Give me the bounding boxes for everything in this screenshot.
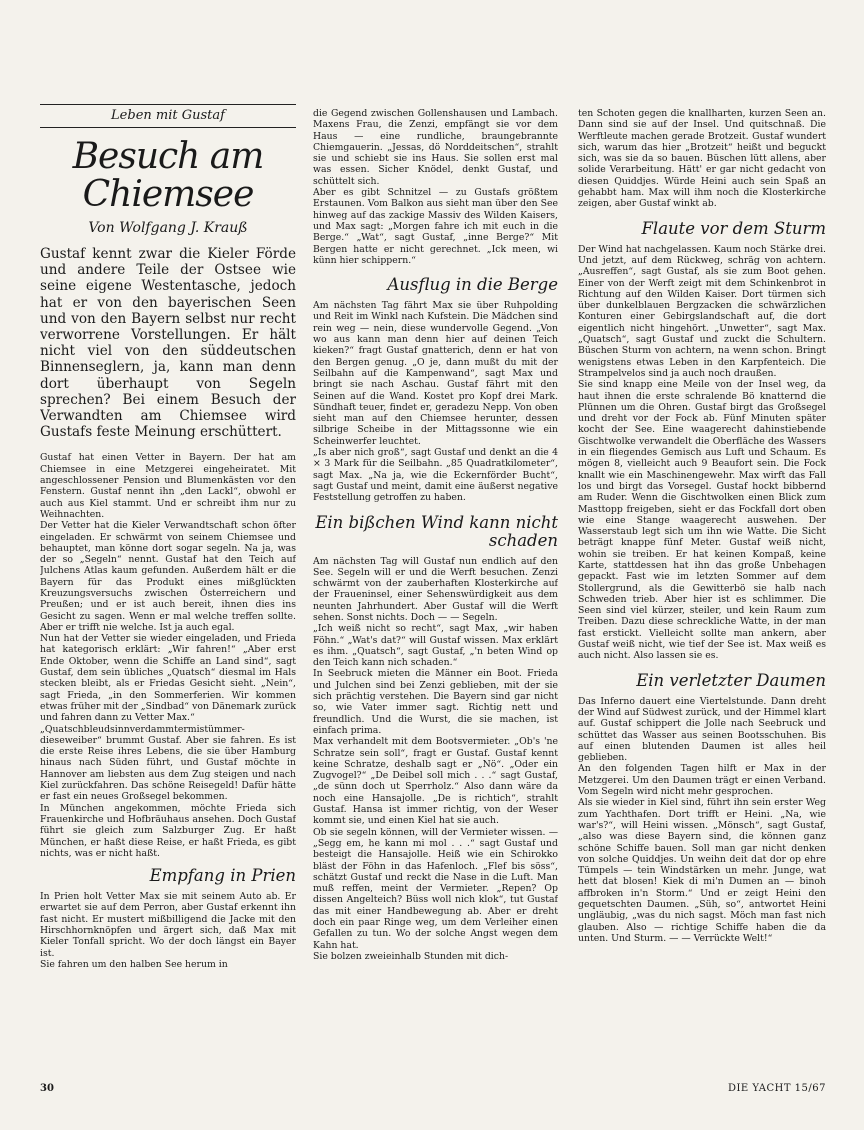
paragraph: „Is aber nich groß“, sagt Gustaf und denkt an die 4 × 3 Mark für die Seilbahn. „85 Quadratkilometer“, sagt Max. „Na ja, wie die Eckernförder Bucht“, sagt Gustaf und meint, damit eine äußerst negative Feststellung getroffen zu haben. [313, 447, 558, 504]
paragraph: Max verhandelt mit dem Bootsvermieter. „Ob's 'ne Schratze sein soll“, fragt er Gustaf. Gustaf kennt keine Schratze, deshalb sagt er „Nö“. „Oder ein Zugvogel?“ „De Deibel soll mich . . .“ sagt Gustaf, „de sünn doch ut Sperrholz.“ Also dann wäre da noch eine Hansajolle. „De is richtich“, strahlt Gustaf. Hansa ist immer richtig, von der Weser kommt sie, und einen Kiel hat sie auch. [313, 736, 558, 827]
page-number: 30 [40, 1083, 54, 1094]
column-3 [578, 108, 826, 944]
paragraph: In Seebruck mieten die Männer ein Boot. Frieda und Julchen sind bei Zenzi geblieben, mit der sie sich prächtig verstehen. Die Bayern sind gar nicht so, wie Vater immer sagt. Richtig nett und freundlich. Und die Wurst, die sie machen, ist einfach prima. [313, 668, 558, 736]
paragraph: Aber es gibt Schnitzel — zu Gustafs größtem Erstaunen. Vom Balkon aus sieht man über den See hinweg auf das zackige Massiv des Wilden Kaisers, und Max sagt: „Morgen fahre ich mit euch in die Berge.“ „Wat“, sagt Gustaf, „inne Berge?“ Mit Bergen hatte er nicht gerechnet. „Ick meen, wi künn hier schippern.“ [313, 187, 558, 266]
paragraph: „Ich weiß nicht so recht“, sagt Max, „wir haben Föhn.“ „Wat's dat?“ will Gustaf wissen. Max erklärt es ihm. „Quatsch“, sagt Gustaf, „'n beten Wind op den Teich kann nich schaden.“ [313, 623, 558, 669]
paragraph: Am nächsten Tag will Gustaf nun endlich auf den See. Segeln will er und die Werft besuchen. Zenzi schwärmt von der zauberhaften Klosterkirche auf der Fraueninsel, einer Sehenswürdigkeit aus dem neunten Jahrhundert. Aber Gustaf will die Werft sehen. Sonst nichts. Doch — — Segeln. [313, 555, 558, 623]
subheading-flaute: Flaute vor dem Sturm [641, 218, 826, 238]
paragraph: Gustaf hat einen Vetter in Bayern. Der hat am Chiemsee in eine Metzgerei eingeheiratet. Mit angeschlossener Pension und Blumenkästen vor den Fenstern. Gustaf nennt ihn „den Lackl“, obwohl er auch aus Kiel stammt. Und er schreibt ihm nur zu Weihnachten. [40, 452, 296, 520]
column-1 [40, 104, 296, 970]
paragraph: In München angekommen, möchte Frieda sich Frauenkirche und Hofbräuhaus ansehen. Doch Gustaf führt sie gleich zum Salzburger Zug. Er haßt München, er haßt diese Reise, er haßt Frieda, es gibt nichts, was er nicht haßt. [40, 802, 296, 859]
subheading-daumen: Ein verletzter Daumen [636, 670, 826, 690]
paragraph: Das Inferno dauert eine Viertelstunde. Dann dreht der Wind auf Südwest zurück, und der Himmel klart auf. Gustaf schippert die Jolle nach Seebruck und schüttet das Wasser aus seinen Bootsschuhen. Bis auf einen blutenden Daumen ist alles heil geblieben. [578, 695, 826, 764]
paragraph: Sie sind knapp eine Meile von der Insel weg, da haut ihnen die erste schralende Bö knatternd die Plünnen um die Ohren. Gustaf birgt das Großsegel und dreht vor der Fock ab. Fünf Minuten später kocht der See. Eine waagerecht dahinstiebende Gischtwolke verwandelt die Oberfläche des Wassers in ein fliegendes Gemisch aus Luft und Schaum. Es mögen 8, vielleicht auch 9 Beaufort sein. Die Fock knallt wie ein Maschinengewehr. Max wirft das Fall los und birgt das Vorsegel. Gustaf hockt bibbernd am Ruder. Wenn die Gischtwolken einen Blick zum Masttopp freigeben, sieht er das Fockfall dort oben wie eine Stange waagerecht auswehen. Der Wasserstaub legt sich um ihn wie Watte. Die Sicht beträgt knappe fünf Meter. Gustaf weiß nicht, wohin sie treiben. Er hat keinen Kompaß, keine Karte, stattdessen hat ihn das große Unbehagen gepackt. Fast wie im letzten Sommer auf dem Stollergrund, als die Gewitterbö sie halb nach Schweden trieb. Aber hier ist es schlimmer. Die Seen sind viel kürzer, steiler, und kein Raum zum Treiben. Dazu diese schreckliche Watte, in der man fast erstickt. Vielleicht sollte man ankern, aber Gustaf weiß nicht, wie tief der See ist. Max weiß es auch nicht. Also lassen sie es. [578, 379, 826, 662]
paragraph: Am nächsten Tag fährt Max sie über Ruhpolding und Reit im Winkl nach Kufstein. Die Mädchen sind rein weg — nein, diese wundervolle Gegend. „Von wo aus kann man denn hier auf deinen Teich kieken?“ fragt Gustaf gnatterich, denn er hat von den Bergen genug. „O je, dann mußt du mit der Seilbahn auf die Kampenwand“, sagt Max und bringt sie nach Aschau. Gustaf fährt mit den Seinen auf die Wand. Kostet pro Kopf drei Mark. Sündhaft teuer, findet er, geradezu Nepp. Von oben sieht man auf den Chiemsee herunter, dessen silbrige Scheibe in der Mittagssonne wie ein Scheinwerfer leuchtet. [313, 300, 558, 447]
subheading-wind: Ein bißchen Wind kann nicht schaden [315, 512, 558, 550]
article-title: Besuch am Chiemsee [72, 136, 264, 215]
paragraph: ten Schoten gegen die knallharten, kurzen Seen an. Dann sind sie auf der Insel. Und quitschnaß. Die Werftleute machen gerade Brotzeit. Gustaf wundert sich, warum das hier „Brotzeit“ heißt und beguckt sich, was sie da so bauen. Büschen lütt allens, aber solide Verarbeitung. Hätt' er gar nicht gedacht von diesen Quiddjes. Würde Heini auch sein Spaß an gehabbt ham. Max will ihm noch die Klosterkirche zeigen, aber Gustaf winkt ab. [578, 108, 826, 210]
paragraph: Der Wind hat nachgelassen. Kaum noch Stärke drei. Und jetzt, auf dem Rückweg, schräg von achtern. „Ausreffen“, sagt Gustaf, als sie zum Boot gehen. Einer von der Werft zeigt mit dem Schinkenbrot in Richtung auf den Wilden Kaiser. Dort türmen sich über dunkelblauen Bergzacken die schwärzlichen Konturen einer Gebirgslandschaft auf, die dort eigentlich nicht hingehört. „Unwetter“, sagt Max. „Quatsch“, sagt Gustaf und zuckt die Schultern. Büschen Sturm von achtern, na wenn schon. Bringt wenigstens etwas Leben in den Karpfenteich. Die Strampelvelos sind ja auch noch draußen. [578, 243, 826, 379]
paragraph: Als sie wieder in Kiel sind, führt ihn sein erster Weg zum Yachthafen. Dort trifft er Heini. „Na, wie war's?“, will Heini wissen. „Mönsch“, sagt Gustaf, „also was diese Bayern sind, die können ganz schöne Schiffe bauen. Soll man gar nicht denken von solche Quiddjes. Un weihn deit dat dor op ehre Tümpels — tein Windstärken un mehr. Junge, wat hett dat blosen! Kiek di mi'n Dumen an — binoh affbroken in'n Storm.“ Und er zeigt Heini den gequetschten Daumen. „Süh, so“, antwortet Heini ungläubig, „was du nich sagst. Möch man fast nich glauben. Also — richtige Schiffe haben die da unten. Und Sturm. — — Verrückte Welt!“ [578, 797, 826, 944]
subheading-empfang: Empfang in Prien [149, 866, 296, 886]
paragraph: Nun hat der Vetter sie wieder eingeladen, und Frieda hat kategorisch erklärt: „Wir fahren!“ „Aber erst Ende Oktober, wenn die Schiffe an Land sind“, sagt Gustaf, dem sein übliches „Quatsch“ diesmal im Hals stecken bleibt, als er Friedas Gesicht sieht. „Nein“, sagt Frieda, „in den Sommerferien. Wir kommen etwas früher mit der „Sindbad“ von Dänemark zurück und fahren dann zu Vetter Max.“ [40, 633, 296, 724]
paragraph: Ob sie segeln können, will der Vermieter wissen. — „Segg em, he kann mi mol . . .“ sagt Gustaf und besteigt die Hansajolle. Heiß wie ein Schirokko bläst der Föhn in das Hafenloch. „Flef bis söss“, schätzt Gustaf und reckt die Nase in die Luft. Man muß reffen, meint der Vermieter. „Repen? Op dissen Angelteich? Büss woll nich klok“, tut Gustaf das mit einer Handbewegung ab. Aber er dreht doch ein paar Ringe weg, um dem Verleiher einen Gefallen zu tun. Wo der solche Angst wegen dem Kahn hat. [313, 826, 558, 951]
paragraph: die Gegend zwischen Gollenshausen und Lambach. Maxens Frau, die Zenzi, empfängt sie vor dem Haus — eine rundliche, braungebrannte Chiemgauerin. „Jessas, dö Norddeitschen“, strahlt sie und schiebt sie ins Haus. Sie sollen erst mal was essen. Sicher Knödel, denkt Gustaf, und schüttelt sich. [313, 108, 558, 187]
byline: Von Wolfgang J. Krauß [88, 220, 248, 236]
paragraph: „Quatschbleudsinnverdammtermistümmer-dieseweiber“ brummt Gustaf. Aber sie fahren. Es ist die erste Reise ihres Lebens, die sie über Hamburg hinaus nach Süden führt, und Gustaf möchte in Hannover am liebsten aus dem Zug steigen und nach Kiel zurückfahren. Das schöne Reisegeld! Dafür hätte er fast ein neues Großsegel bekommen. [40, 723, 296, 803]
paragraph: An den folgenden Tagen hilft er Max in der Metzgerei. Um den Daumen trägt er einen Verband. Vom Segeln wird nicht mehr gesprochen. [578, 763, 826, 798]
lead-paragraph: Gustaf kennt zwar die Kieler Förde und andere Teile der Ostsee wie seine eigene Westentasche, jedoch hat er von den bayerischen Seen und von den Bayern selbst nur recht verworrene Vorstellungen. Er hält nicht viel von den süddeutschen Binnenseglern, ja, kann man denn dort überhaupt von Segeln sprechen? Bei einem Besuch der Verwandten am Chiemsee wird Gustafs feste Meinung erschüttert. [40, 246, 296, 441]
paragraph: Der Vetter hat die Kieler Verwandtschaft schon öfter eingeladen. Er schwärmt von seinem Chiemsee und behauptet, man könne dort sogar segeln. Na ja, was der so „Segeln“ nennt. Gustaf hat den Teich auf Julchens Atlas kaum gefunden. Außerdem hält er die Bayern für das Produkt eines mißglückten Kreuzungsversuchs zwischen Österreichern und Preußen; und er ist auch bereit, ihnen dies ins Gesicht zu sagen. Wenn er mal welche treffen sollte. Aber er trifft nie welche. Ist ja auch egal. [40, 520, 296, 633]
paragraph: In Prien holt Vetter Max sie mit seinem Auto ab. Er erwartet sie auf dem Perron, aber Gustaf erkennt ihn fast nicht. Er mustert mißbilligend die Jacke mit den Hirschhornknöpfen und ärgert sich, daß Max mit Kieler Tonfall spricht. Wo der doch längst ein Bayer ist. [40, 891, 296, 959]
publication-footer: DIE YACHT 15/67 [727, 1083, 826, 1094]
paragraph: Sie bolzen zweieinhalb Stunden mit dich- [313, 950, 509, 962]
header-rule-bottom [40, 127, 296, 128]
section-label: Leben mit Gustaf [111, 108, 225, 123]
subheading-ausflug: Ausflug in die Berge [387, 275, 558, 295]
paragraph: Sie fahren um den halben See herum in [40, 958, 228, 970]
column-2 [313, 108, 558, 962]
